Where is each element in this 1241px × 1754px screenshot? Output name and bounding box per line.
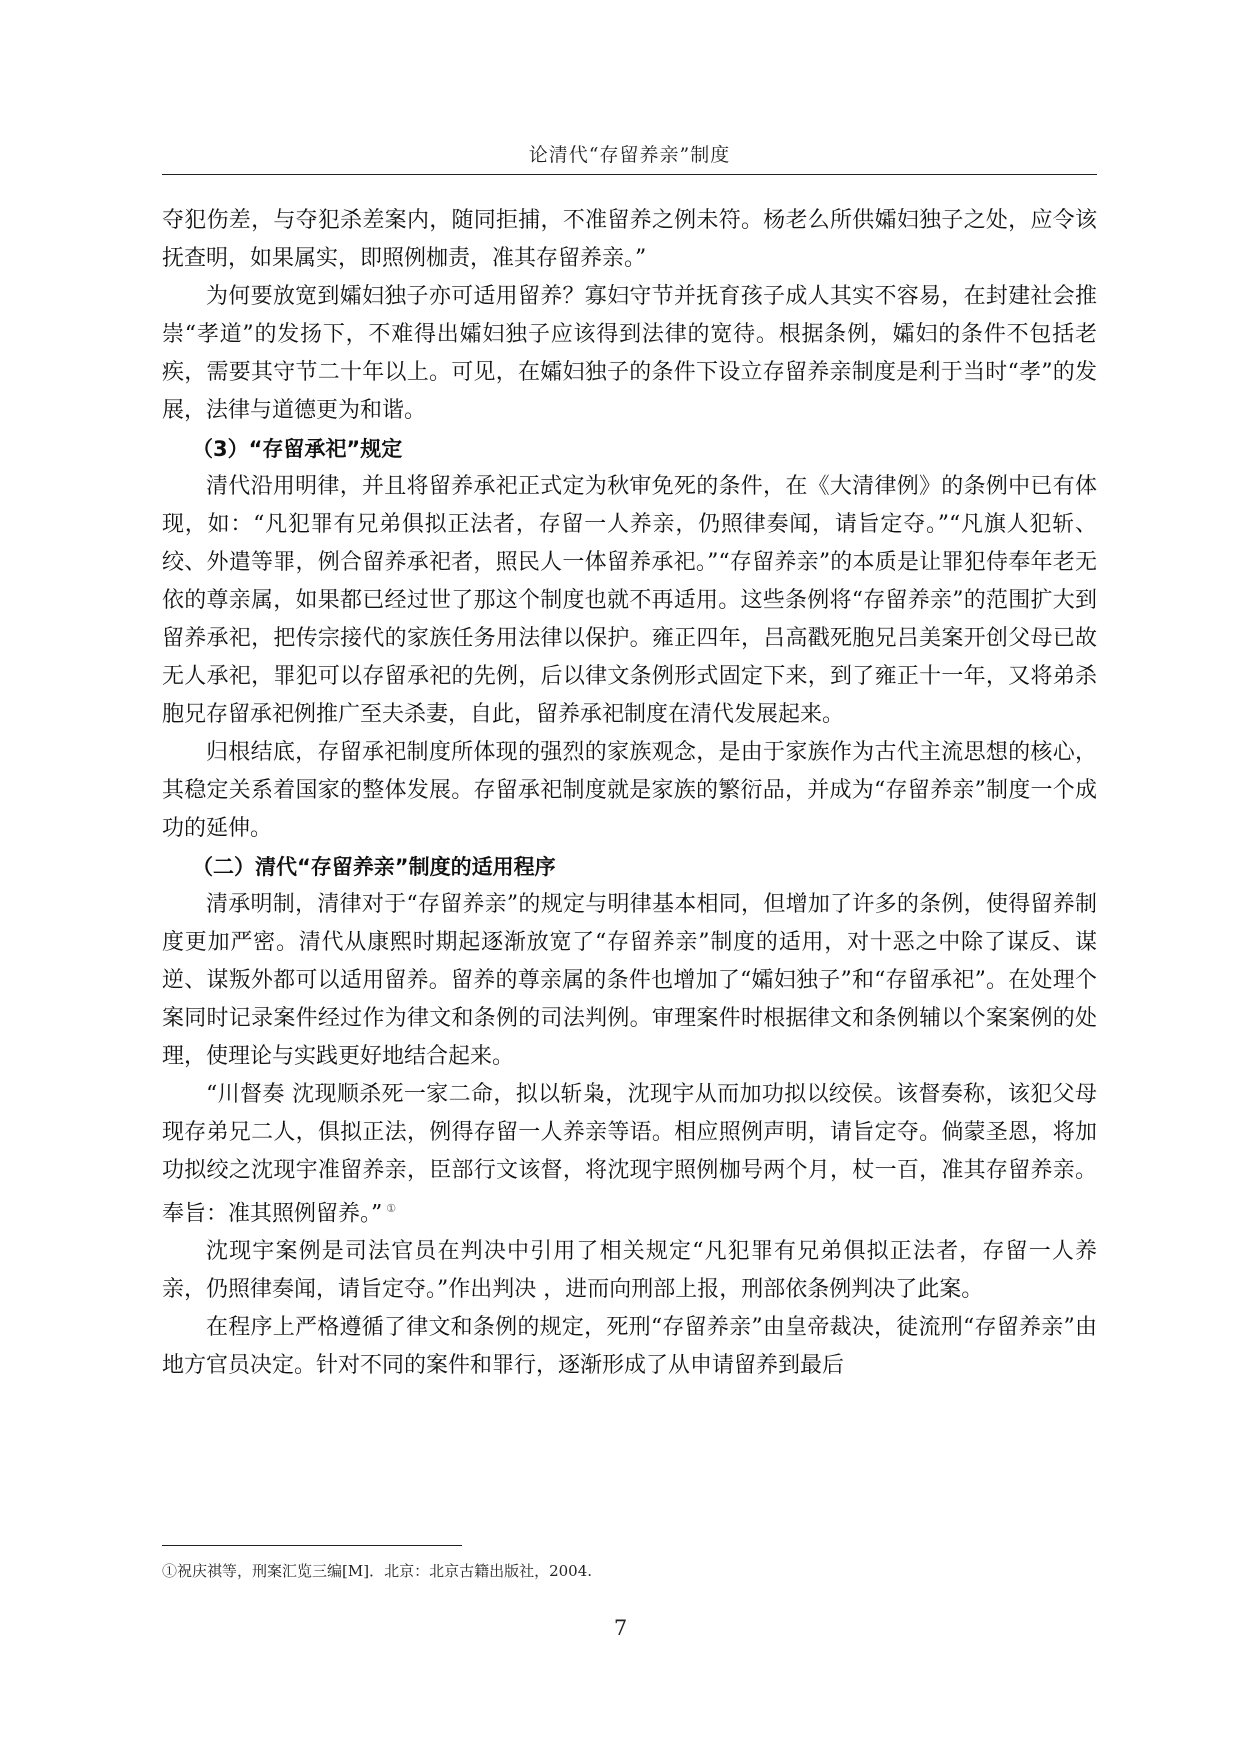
paragraph-case-quote: [162, 1076, 1097, 1233]
section-heading-procedure: （二）清代“存留养亲”制度的适用程序: [192, 855, 556, 879]
paragraph-case-analysis: 沈现宇案例是司法官员在判决中引用了相关规定“凡犯罪有兄弟俱拟正法者，存留一人养亲，仍照律奏闻，请旨定夺。”作出判决 ，进而向刑部上报，刑部依条例判决了此案。: [162, 1239, 1097, 1303]
paragraph-procedure-rules: 在程序上严格遵循了律文和条例的规定，死刑“存留养亲”由皇帝裁决，徒流刑“存留养亲”由地方官员决定。针对不同的案件和罪行，逐渐形成了从申请留养到最后: [162, 1315, 1097, 1379]
paragraph-ancestral-rites: 清代沿用明律，并且将留养承祀正式定为秋审免死的条件，在《大清律例》的条例中已有体现，如：“凡犯罪有兄弟俱拟正法者，存留一人养亲，仍照律奏闻，请旨定夺。”“凡旗人犯斩、绞、外遣等罪，例合留养承祀者，照民人一体留养承祀。”“存留养亲”的本质是让罪犯侍奉年老无依的尊亲属，如果都已经过世了那这个制度也就不再适用。这些条例将“存留养亲”的范围扩大到留养承祀，把传宗接代的家族任务用法律以保护。雍正四年，吕高戳死胞兄吕美案开创父母已故无人承祀，罪犯可以存留承祀的先例，后以律文条例形式固定下来，到了雍正十一年，又将弟杀胞兄存留承祀例推广至夫杀妻，自此，留养承祀制度在清代发展起来。: [162, 474, 1097, 727]
header-rule: [162, 174, 1097, 175]
paragraph-widow-son: 为何要放宽到孀妇独子亦可适用留养？寡妇守节并抚育孩子成人其实不容易，在封建社会推崇“孝道”的发扬下，不难得出孀妇独子应该得到法律的宽待。根据条例，孀妇的条件不包括老疾，需要其守节二十年以上。可见，在孀妇独子的条件下设立存留养亲制度是利于当时“孝”的发展，法律与道德更为和谐。: [162, 284, 1097, 423]
footnote-text: ①祝庆祺等，刑案汇览三编[M]．北京：北京古籍出版社，2004.: [162, 1562, 593, 1580]
paragraph-family-concept: 归根结底，存留承祀制度所体现的强烈的家族观念，是由于家族作为古代主流思想的核心，其稳定关系着国家的整体发展。存留承祀制度就是家族的繁衍品，并成为“存留养亲”制度一个成功的延伸。: [162, 740, 1097, 841]
case-quote-text: “川督奏 沈现顺杀死一家二命，拟以斩枭，沈现宇从而加功拟以绞侯。该督奏称，该犯父母现存弟兄二人，俱拟正法，例得存留一人养亲等语。相应照例声明，请旨定夺。倘蒙圣恩，将加功拟绞之沈现宇准留养亲，臣部行文该督，将沈现宇照例枷号两个月，杖一百，准其存留养亲。奉旨：准其照例留养。”: [162, 1082, 1097, 1227]
paragraph-procedure: 清承明制，清律对于“存留养亲”的规定与明律基本相同，但增加了许多的条例，使得留养制度更加严密。清代从康熙时期起逐渐放宽了“存留养亲”制度的适用，对十恶之中除了谋反、谋逆、谋叛外都可以适用留养。留养的尊亲属的条件也增加了“孀妇独子”和“存留承祀”。在处理个案同时记录案件经过作为律文和条例的司法判例。审理案件时根据律文和条例辅以个案案例的处理，使理论与实践更好地结合起来。: [162, 892, 1097, 1069]
paragraph-continued: 夺犯伤差，与夺犯杀差案内，随同拒捕，不准留养之例未符。杨老么所供孀妇独子之处，应令该抚查明，如果属实，即照例枷责，准其存留养亲。”: [162, 208, 1097, 271]
page-number: 7: [613, 1616, 628, 1640]
body-text: [162, 202, 1097, 1385]
footnote-marker[interactable]: ①: [386, 1202, 397, 1215]
footnote-rule: [162, 1545, 462, 1546]
subheading-ancestral-rites: （3）“存留承祀”规定: [192, 437, 403, 461]
running-header-title: 论清代“存留养亲”制度: [528, 144, 731, 166]
